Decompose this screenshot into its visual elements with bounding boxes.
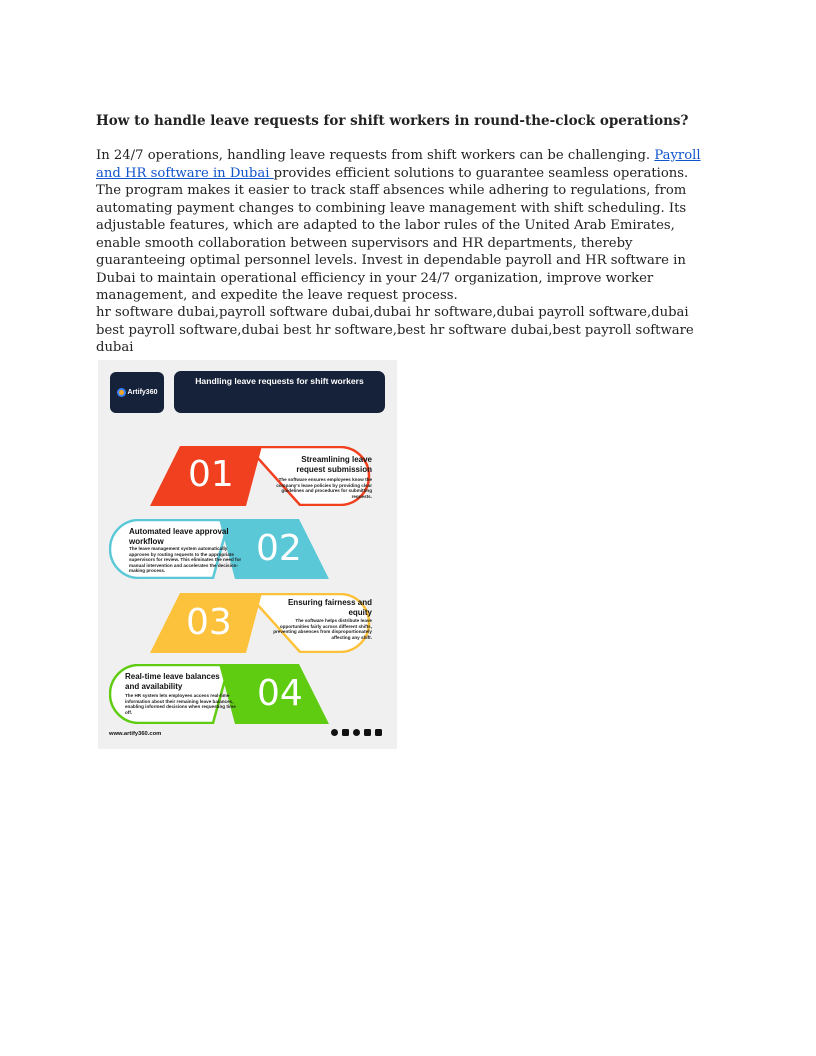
- keywords-paragraph: hr software dubai,payroll software dubai,dubai hr software,dubai payroll software,dubai best payroll software,dubai best hr software,best hr software dubai,best payroll software dubai: [96, 305, 694, 355]
- instagram-icon: [342, 729, 349, 736]
- youtube-icon: [375, 729, 382, 736]
- payroll-hr-software-link[interactable]: Payroll and HR software in Dubai: [96, 148, 701, 181]
- intro-paragraph: [96, 147, 708, 305]
- facebook-icon: [331, 729, 338, 736]
- social-icons: [331, 729, 386, 736]
- step-04-title: Real-time leave balances and availability: [125, 672, 220, 691]
- step-03: [150, 593, 372, 653]
- step-02-number: 02: [256, 528, 302, 569]
- intro-text-start: In 24/7 operations, handling leave requests from shift workers can be challenging.: [96, 148, 655, 163]
- step-01: [150, 446, 372, 506]
- step-03-number: 03: [186, 602, 232, 643]
- linkedin-icon: [364, 729, 371, 736]
- footer-website-url: www.artify360.com: [109, 731, 162, 737]
- intro-text-end: provides efficient solutions to guarantee seamless operations. The program makes it easier to track staff absences while adhering to regulations, from automating payment changes to combining leave management with shift scheduling. Its adjustable features, which are adapted to the labor rules of the United Arab Emirates, enable smooth collaboration between supervisors and HR departments, thereby guaranteeing optimal personnel levels. Invest in dependable payroll and HR software in Dubai to maintain operational efficiency in your 24/7 organization, improve worker management, and expedite the leave request process.: [96, 165, 689, 303]
- step-02: [109, 519, 329, 579]
- step-01-description: The software ensures employees know the company's leave policies by providing clear guidelines and procedures for submitting requests.: [276, 477, 372, 499]
- step-01-number: 01: [188, 454, 234, 495]
- step-02-description: The leave management system automatically approves by routing requests to the appropriate supervisors for review. This eliminates the need for manual intervention and accelerates the decision-making process.: [129, 546, 242, 574]
- step-04-number: 04: [257, 673, 303, 714]
- twitter-icon: [353, 729, 360, 736]
- step-01-title: Streamlining leave request submission: [296, 455, 372, 474]
- step-04-description: The HR system lets employees access real-time information about their remaining leave balances, enabling informed decisions when requesting time off.: [125, 693, 236, 715]
- logo-icon: [117, 388, 126, 397]
- step-02-title: Automated leave approval workflow: [129, 527, 229, 546]
- logo-badge: [110, 372, 164, 413]
- step-03-description: The software helps distribute leave opportunities fairly across different shifts, preventing absences from disproportionately affecting any shift.: [273, 618, 372, 640]
- step-04: [109, 664, 329, 724]
- step-03-title: Ensuring fairness and equity: [287, 598, 372, 617]
- logo-text: Artify360: [127, 389, 158, 396]
- page-heading: How to handle leave requests for shift workers in round-the-clock operations?: [96, 113, 689, 129]
- infographic-title: Handling leave requests for shift workers: [174, 371, 385, 413]
- infographic-image: [98, 360, 397, 749]
